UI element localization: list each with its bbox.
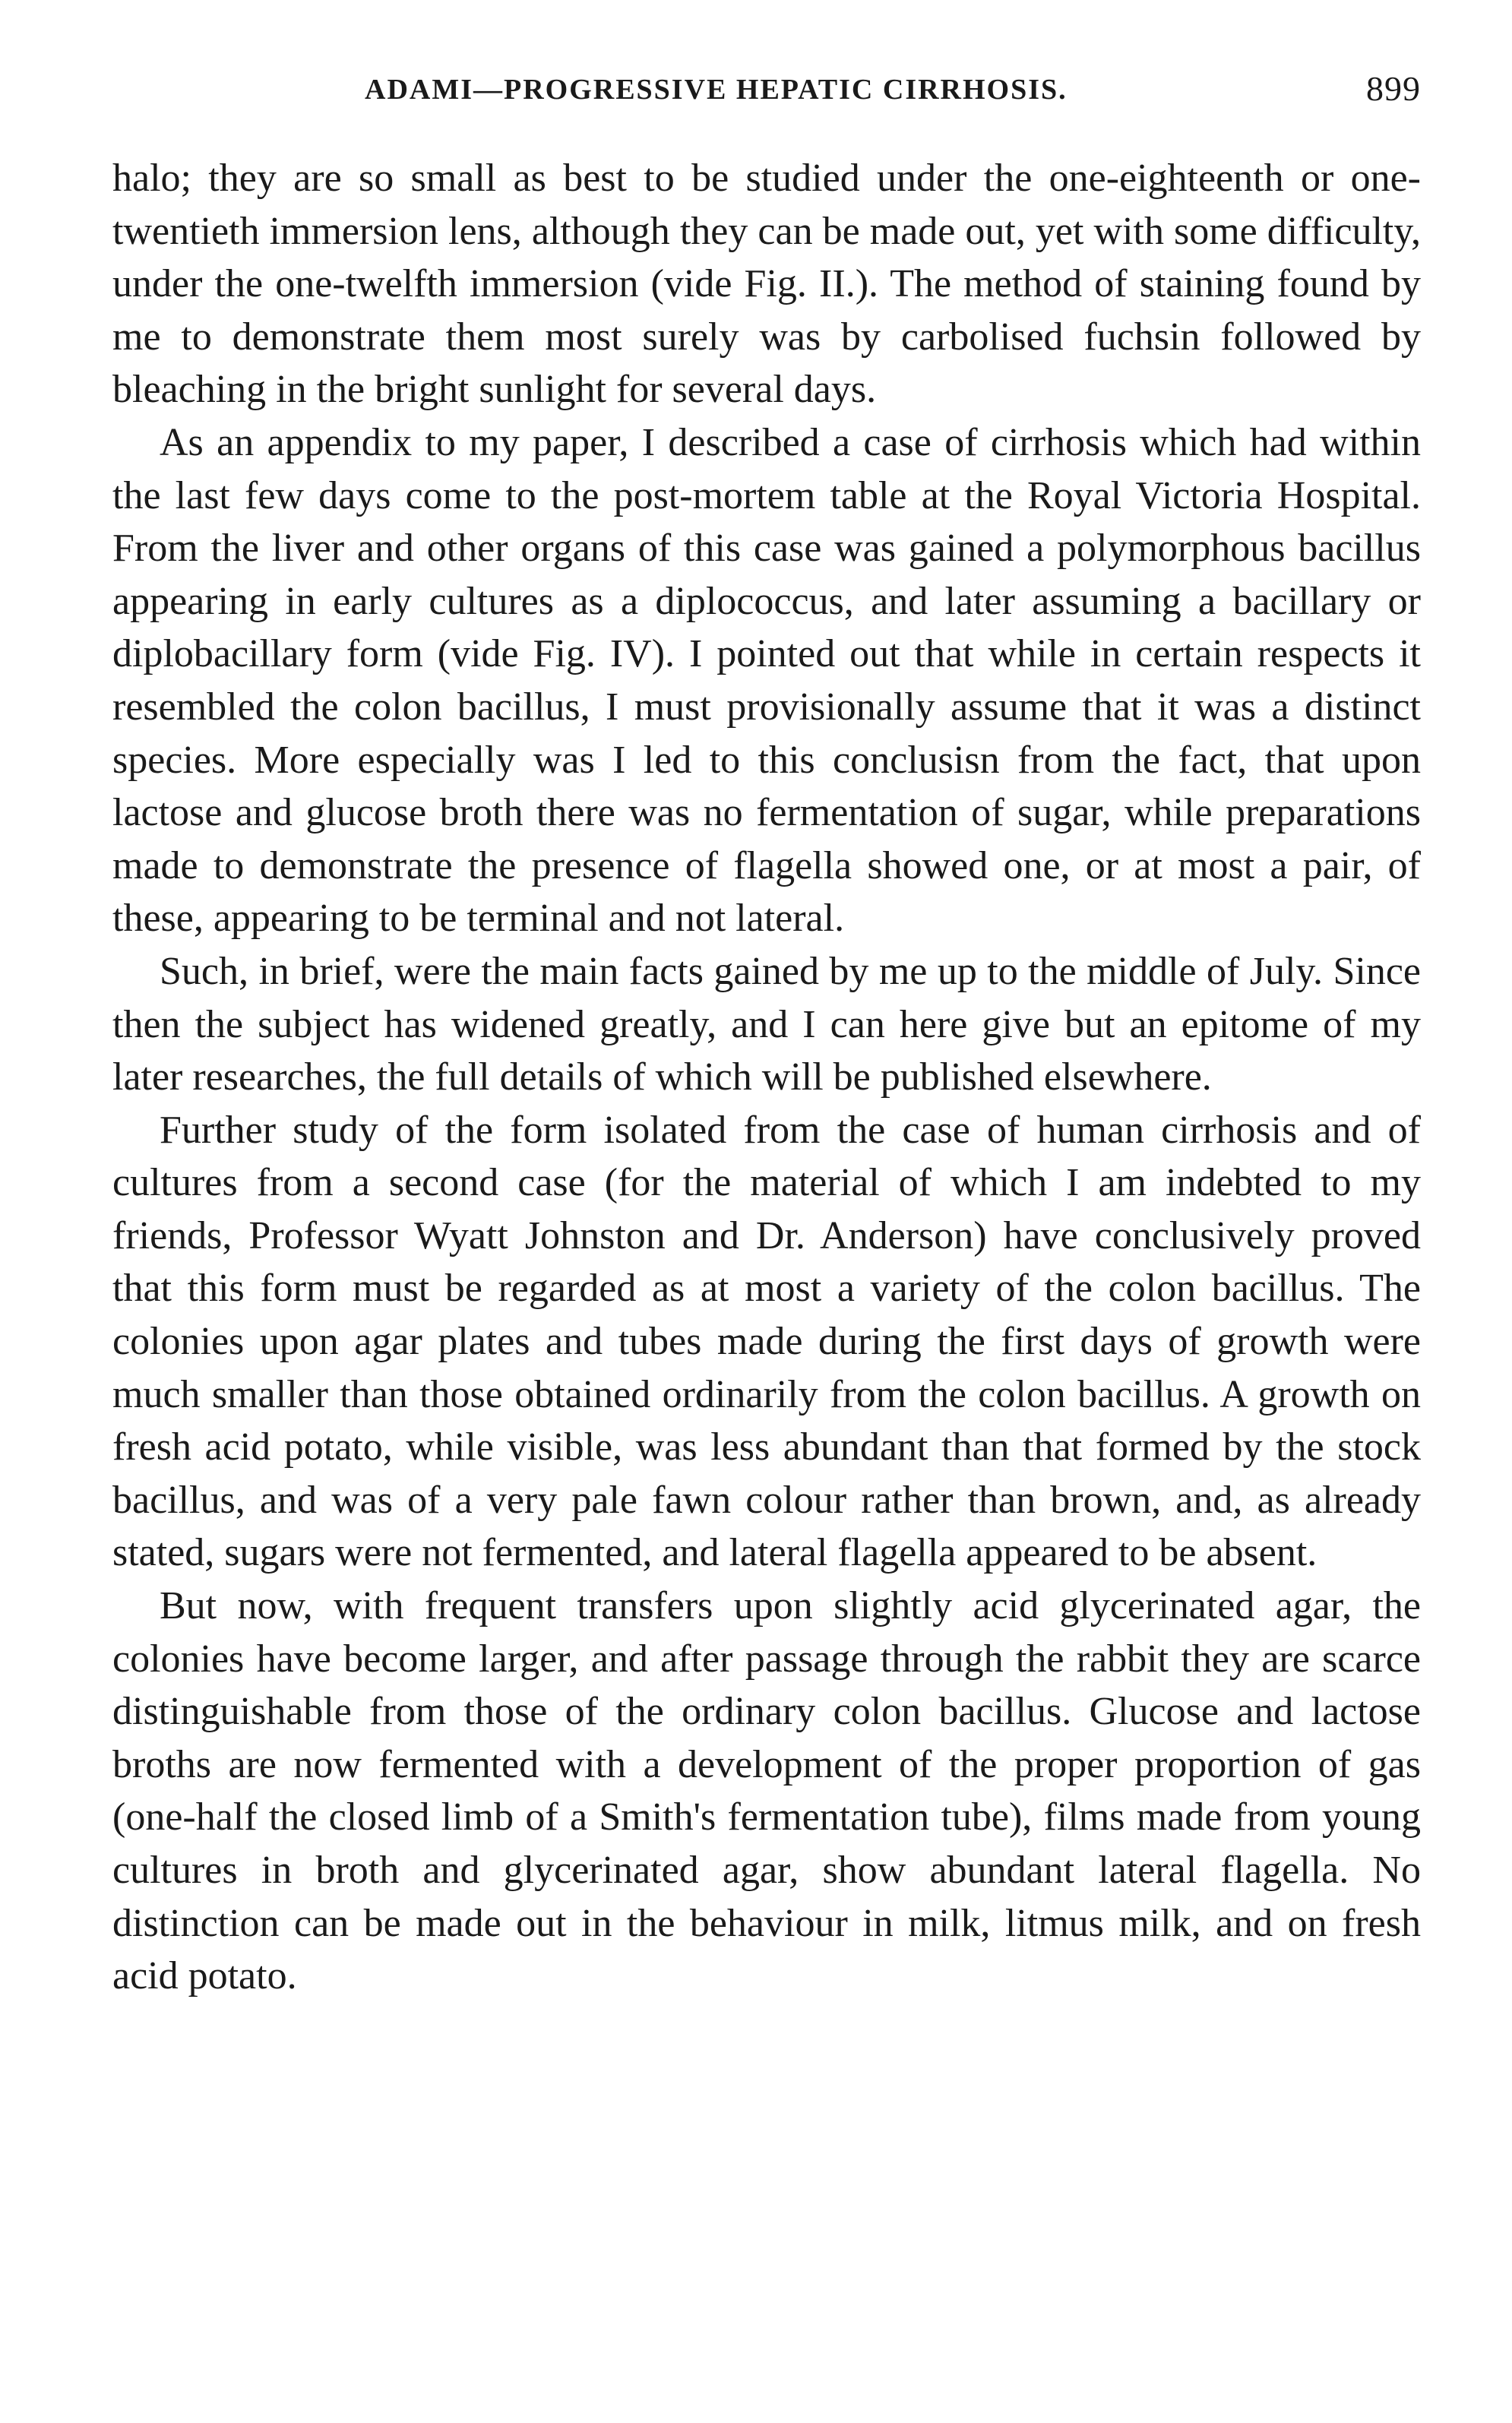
page-number: 899 <box>1366 69 1421 108</box>
running-head <box>114 69 1421 119</box>
paragraph-continued: halo; they are so small as best to be studied under the one-eighteenth or one-twentieth immersion lens, although they can be made out, yet with some difficulty, under the one-twelfth immersion (vide Fig. II.). The method of staining found by me to demonstrate them most surely was by carbolised fuchsin followed by bleaching in the bright sunlight for several days. <box>112 157 1421 412</box>
paragraph-further-study: Further study of the form isolated from the case of human cirrhosis and of cultures from a second case (for the material of which I am indebted to my friends, Professor Wyatt Johnston and Dr. Anderson) have conclusively proved that this form must be regarded as at most a variety of the colon bacillus. The colonies upon agar plates and tubes made during the first days of growth were much smaller than those obtained ordinarily from the colon bacillus. A growth on fresh acid potato, while visible, was less abundant than that formed by the stock bacillus, and was of a very pale fawn colour rather than brown, and, as already stated, sugars were not fermented, and lateral flagella appeared to be absent. <box>112 1108 1421 1575</box>
running-title: ADAMI—PROGRESSIVE HEPATIC CIRRHOSIS. <box>365 74 1068 106</box>
body-text <box>112 152 1421 2003</box>
paragraph-appendix-case: As an appendix to my paper, I described a case of cirrhosis which had within the last few days come to the post-mortem table at the Royal Victoria Hospital. From the liver and other organs of this case was gained a polymorphous bacillus appearing in early cultures as a diplococcus, and later assuming a bacillary or diplobacillary form (vide Fig. IV). I pointed out that while in certain respects it resembled the colon bacillus, I must provisionally assume that it was a distinct species. More especially was I led to this conclusisn from the fact, that upon lactose and glucose broth there was no fermentation of sugar, while preparations made to demonstrate the presence of flagella showed one, or at most a pair, of these, appearing to be terminal and not lateral. <box>112 420 1421 941</box>
paragraph-transfers: But now, with frequent transfers upon slightly acid glycerinated agar, the colonies have become larger, and after passage through the rabbit they are scarce distinguishable from those of the ordinary colon bacillus. Glucose and lactose broths are now fermented with a development of the proper proportion of gas (one-half the closed limb of a Smith's fermentation tube), films made from young cultures in broth and glycerinated agar, show abundant lateral flagella. No distinction can be made out in the behaviour in milk, litmus milk, and on fresh acid potato. <box>112 1584 1421 1998</box>
paragraph-summary: Such, in brief, were the main facts gained by me up to the middle of July. Since then the subject has widened greatly, and I can here give but an epitome of my later researches, the full details of which will be published elsewhere. <box>112 949 1421 1099</box>
